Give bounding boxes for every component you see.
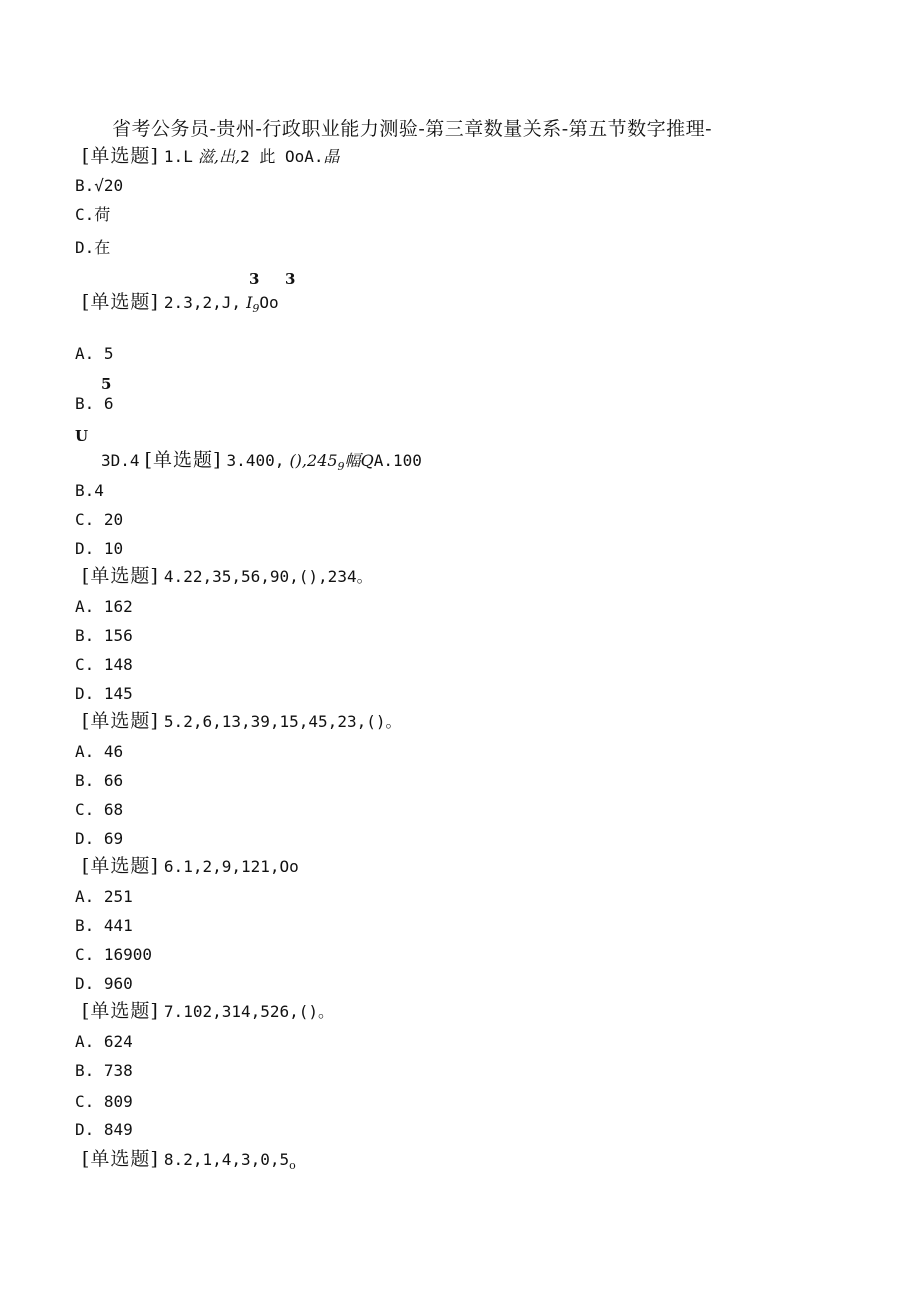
question-3-garbled: (),245 (289, 451, 338, 470)
question-2-superscript-b: 3 (285, 270, 296, 288)
question-type-tag: [单选题] (82, 1000, 159, 1022)
question-type-tag: [单选题] (82, 855, 159, 877)
page-title: 省考公务员-贵州-行政职业能力测验-第三章数量关系-第五节数字推理- (112, 118, 713, 140)
question-type-tag: [单选题] (82, 145, 159, 167)
question-1 (82, 146, 340, 167)
question-5-option-d: D. 69 (75, 829, 124, 848)
question-3-option-d: D. 10 (75, 539, 124, 558)
question-type-tag: [单选题] (144, 449, 222, 471)
question-8-text: 8.2,1,4,3,0,5 (163, 1150, 290, 1169)
question-5-option-a: A. 46 (75, 742, 124, 761)
question-8 (82, 1149, 296, 1176)
question-3-prefix: 3D.4 (101, 451, 140, 470)
question-2-mark-1: 5 (101, 375, 112, 393)
question-7-text: 7.102,314,526,()。 (163, 1002, 335, 1021)
question-5-option-b: B. 66 (75, 771, 124, 790)
question-5 (82, 711, 401, 732)
question-type-tag: [单选题] (82, 291, 159, 313)
question-6-option-c: C. 16900 (75, 945, 153, 964)
question-2-option-a: A. 5 (75, 344, 114, 363)
question-5-option-c: C. 68 (75, 800, 124, 819)
question-7-option-a: A. 624 (75, 1032, 133, 1051)
question-6-option-b: B. 441 (75, 916, 133, 935)
question-4-option-c: C. 148 (75, 655, 133, 674)
question-type-tag: [单选题] (82, 1148, 159, 1170)
question-2-text: 2.3,2,J, (163, 293, 241, 312)
question-6-option-d: D. 960 (75, 974, 133, 993)
question-3-subscript: 9 (337, 460, 345, 474)
question-2-garbled: I (246, 293, 253, 312)
question-2-option-b: B. 6 (75, 394, 114, 413)
question-3-option-b: B.4 (75, 481, 104, 500)
question-4-option-a: A. 162 (75, 597, 133, 616)
question-2-text-2: Oo (259, 293, 279, 312)
question-2 (82, 292, 279, 319)
question-1-option-c: C.荷 (75, 205, 111, 224)
question-1-garbled-2: 晶 (323, 147, 340, 166)
question-4-option-b: B. 156 (75, 626, 133, 645)
question-4-option-d: D. 145 (75, 684, 133, 703)
question-1-garbled: 滋,出, (197, 147, 241, 166)
question-type-tag: [单选题] (82, 710, 159, 732)
question-7-option-d: D. 849 (75, 1120, 133, 1139)
question-1-option-d: D.在 (75, 238, 111, 257)
question-2-superscript-a: 3 (249, 270, 260, 288)
question-3-text-3: A.100 (373, 451, 422, 470)
question-6 (82, 856, 299, 877)
question-3-option-c: C. 20 (75, 510, 124, 529)
question-3-text-2: Q (360, 451, 374, 470)
question-7 (82, 1001, 334, 1022)
question-7-option-b: B. 738 (75, 1061, 133, 1080)
question-7-option-c: C. 809 (75, 1092, 133, 1111)
question-6-text: 6.1,2,9,121,Oo (163, 857, 299, 876)
question-2-mark-2: U (75, 427, 89, 445)
question-4-text: 4.22,35,56,90,(),234。 (163, 567, 373, 586)
question-5-text: 5.2,6,13,39,15,45,23,()。 (163, 712, 402, 731)
question-8-subscript: o (289, 1159, 296, 1173)
question-3-garbled-2: 幅 (344, 451, 361, 470)
question-1-text-2: 2 此 OoA. (240, 147, 324, 166)
question-1-text: 1.L (163, 147, 193, 166)
question-4 (82, 566, 373, 587)
question-3 (101, 450, 422, 477)
question-6-option-a: A. 251 (75, 887, 133, 906)
question-type-tag: [单选题] (82, 565, 159, 587)
question-3-text: 3.400, (226, 451, 285, 470)
question-1-option-b: B.√20 (75, 176, 124, 195)
question-2-subscript: 9 (252, 302, 260, 316)
